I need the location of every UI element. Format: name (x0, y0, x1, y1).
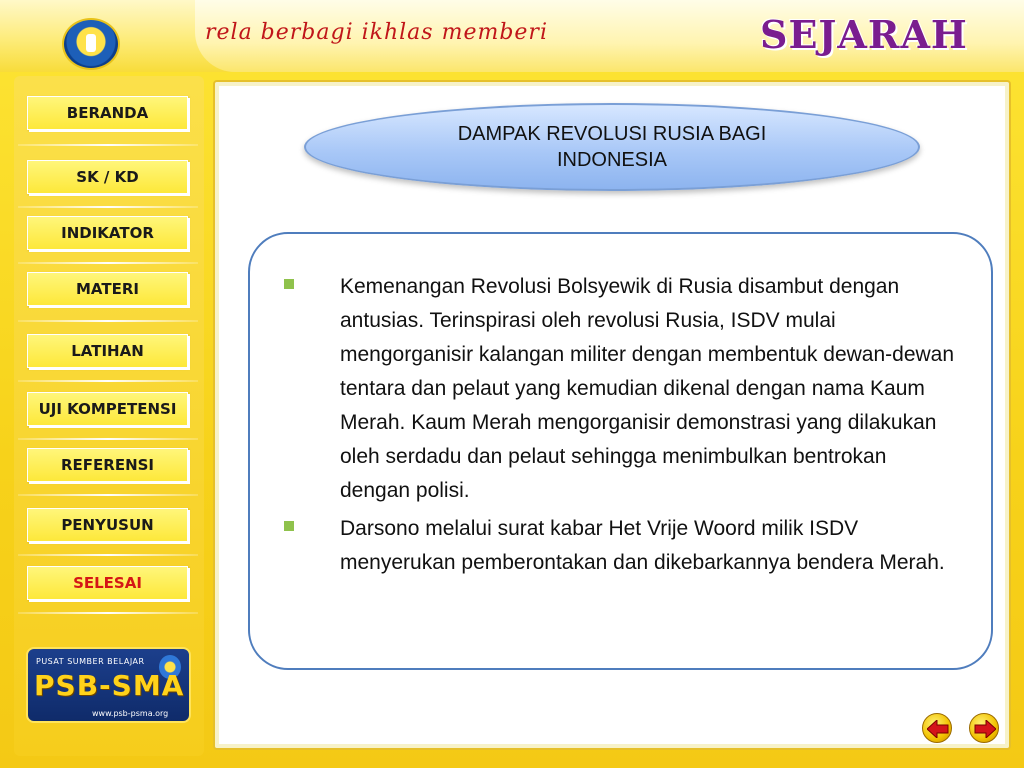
ministry-logo-icon (62, 18, 120, 70)
nav-latihan-button[interactable]: LATIHAN (27, 334, 188, 368)
nav-divider (18, 494, 198, 496)
subject-title: SEJARAH (760, 12, 968, 57)
arrow-right-icon (974, 720, 996, 738)
square-bullet-icon (284, 279, 294, 289)
nav-beranda-button[interactable]: BERANDA (27, 96, 188, 130)
bullet-list (284, 270, 955, 580)
prev-button[interactable] (922, 713, 952, 743)
nav-divider (18, 380, 198, 382)
nav-selesai-button[interactable]: SELESAI (27, 566, 188, 600)
next-button[interactable] (969, 713, 999, 743)
psb-small-text: PUSAT SUMBER BELAJAR (36, 657, 145, 666)
nav-divider (18, 612, 198, 614)
nav-divider (18, 438, 198, 440)
list-item (284, 512, 955, 580)
nav-materi-button[interactable]: MATERI (27, 272, 188, 306)
psb-sma-logo (26, 647, 191, 723)
header (0, 0, 1024, 72)
nav-sk-kd-button[interactable]: SK / KD (27, 160, 188, 194)
nav-referensi-button[interactable]: REFERENSI (27, 448, 188, 482)
sidebar (14, 76, 204, 756)
nav-divider (18, 262, 198, 264)
bullet-text: Kemenangan Revolusi Bolsyewik di Rusia disambut dengan antusias. Terinspirasi oleh revolusi Rusia, ISDV mulai mengorganisir kalangan militer dengan membentuk dewan-dewan tentara dan pelaut yang kemudian dikenal dengan nama Kaum Merah. Kaum Merah mengorganisir demonstrasi yang dilakukan oleh serdadu dan pelaut sehingga menimbulkan bentrokan dengan polisi. (340, 275, 955, 502)
slide-title-oval (304, 103, 920, 191)
psb-url: www.psb-psma.org (92, 709, 169, 718)
nav-uji-kompetensi-button[interactable]: UJI KOMPETENSI (27, 392, 188, 426)
slide-title: DAMPAK REVOLUSI RUSIA BAGI INDONESIA (457, 123, 767, 171)
bullet-text: Darsono melalui surat kabar Het Vrije Woord milik ISDV menyerukan pemberontakan dan dikebarkannya bendera Merah. (340, 517, 945, 574)
nav-divider (18, 206, 198, 208)
nav-divider (18, 144, 198, 146)
nav-divider (18, 554, 198, 556)
content-text-box (248, 232, 993, 670)
arrow-left-icon (927, 720, 949, 738)
tagline: rela berbagi ikhlas memberi (205, 20, 548, 45)
nav-penyusun-button[interactable]: PENYUSUN (27, 508, 188, 542)
nav-indikator-button[interactable]: INDIKATOR (27, 216, 188, 250)
list-item (284, 270, 955, 508)
nav-divider (18, 320, 198, 322)
psb-name: PSB-SMA (34, 669, 185, 702)
square-bullet-icon (284, 521, 294, 531)
